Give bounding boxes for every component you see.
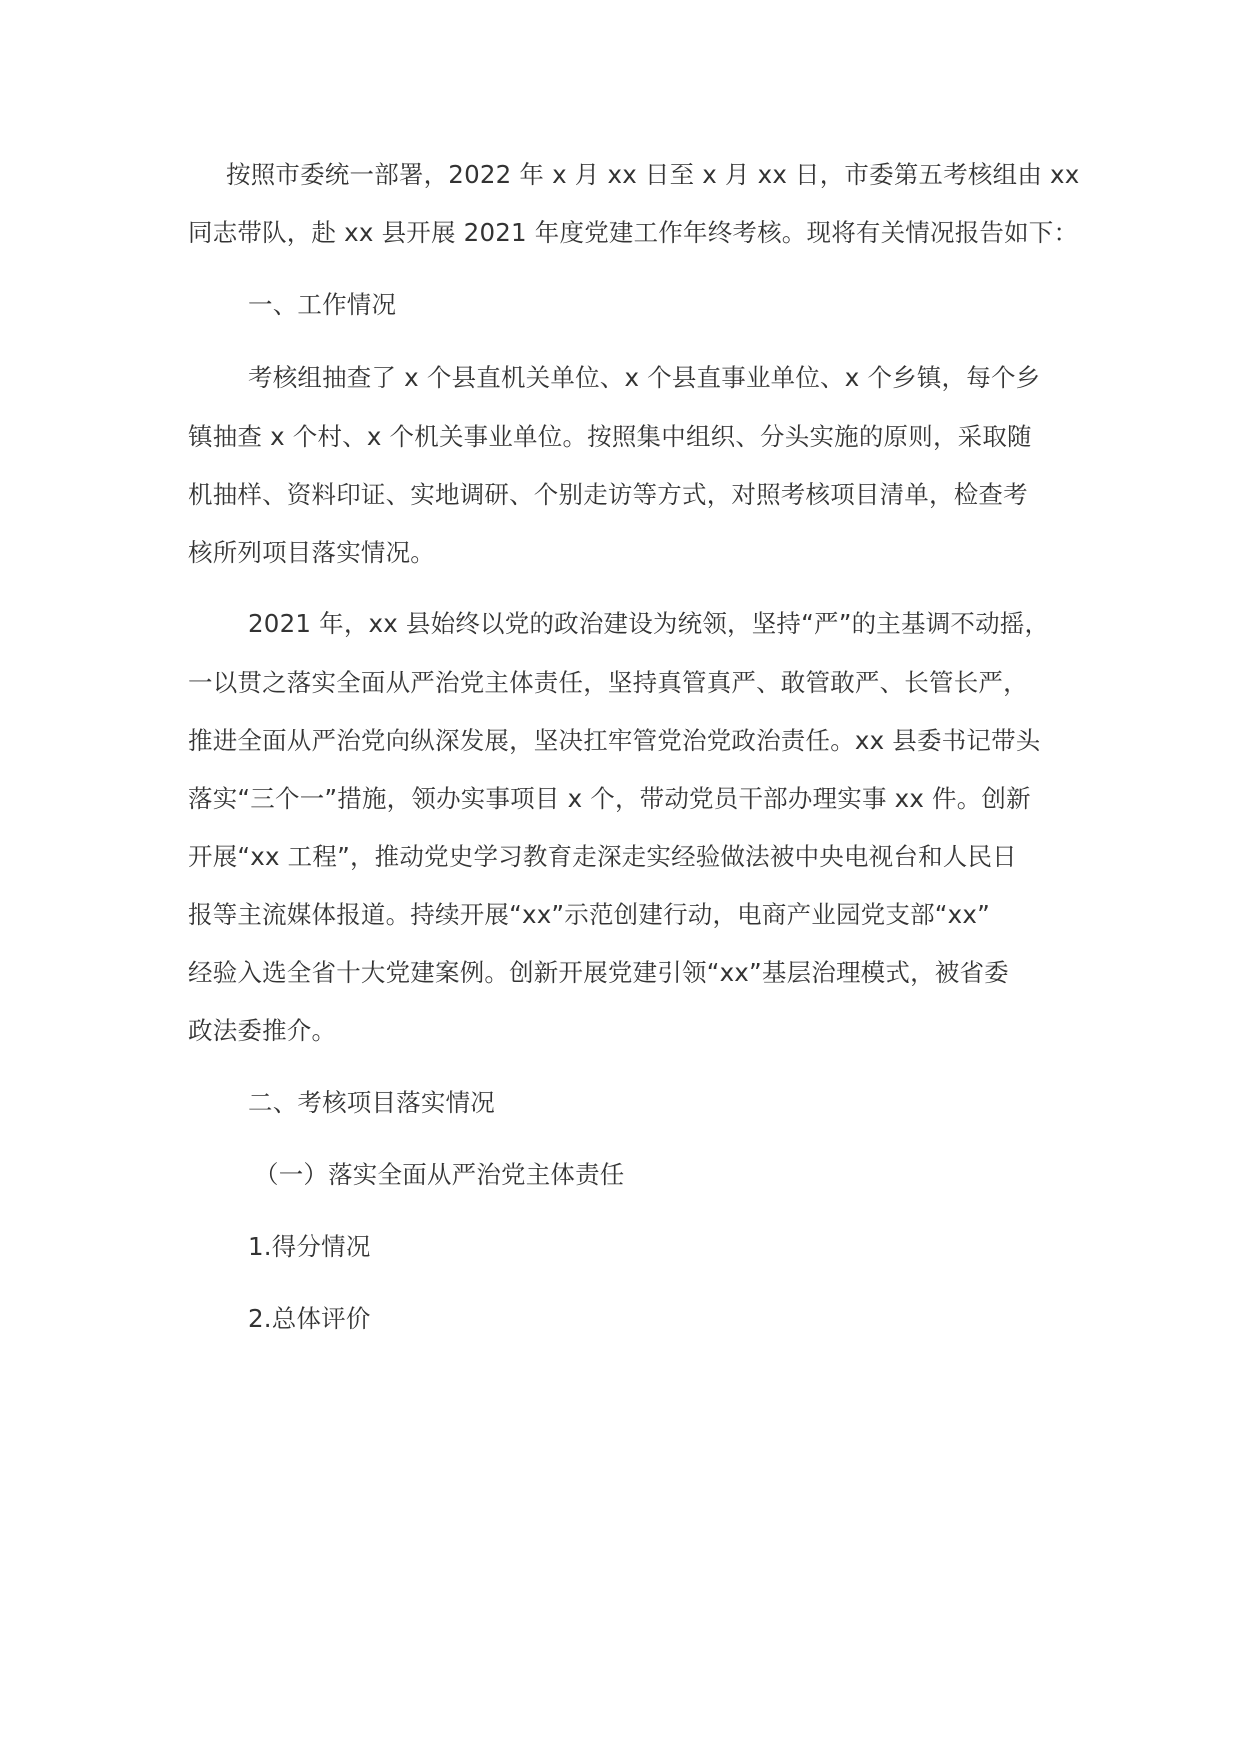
subsection-heading-responsibility: （一）落实全面从严治党主体责任 <box>254 1160 625 1189</box>
para2-line-1: 2021 年，xx 县始终以党的政治建设为统领，坚持“严”的主基调不动摇， <box>248 609 1050 638</box>
para2-line-2: 一以贯之落实全面从严治党主体责任，坚持真管真严、敢管敢严、长管长严， <box>188 668 1028 697</box>
para1-line-4: 核所列项目落实情况。 <box>188 538 435 567</box>
intro-line-1: 按照市委统一部署，2022 年 x 月 xx 日至 x 月 xx 日，市委第五考核组由 xx <box>226 160 1080 189</box>
para2-line-3: 推进全面从严治党向纵深发展，坚决扛牢管党治党政治责任。xx 县委书记带头 <box>188 726 1041 755</box>
para1-line-2: 镇抽查 x 个村、x 个机关事业单位。按照集中组织、分头实施的原则，采取随 <box>188 422 1032 451</box>
para2-line-7: 经验入选全省十大党建案例。创新开展党建引领“xx”基层治理模式，被省委 <box>188 958 1009 987</box>
section-heading-assessment-items: 二、考核项目落实情况 <box>248 1088 495 1117</box>
para1-line-1: 考核组抽查了 x 个县直机关单位、x 个县直事业单位、x 个乡镇，每个乡 <box>248 363 1041 392</box>
para1-line-3: 机抽样、资料印证、实地调研、个别走访等方式，对照考核项目清单，检查考 <box>188 480 1028 509</box>
item-overall-evaluation: 2.总体评价 <box>248 1304 371 1333</box>
para2-line-5: 开展“xx 工程”，推动党史学习教育走深走实经验做法被中央电视台和人民日 <box>188 842 1017 871</box>
para2-line-8: 政法委推介。 <box>188 1016 337 1045</box>
item-score: 1.得分情况 <box>248 1232 371 1261</box>
para2-line-4: 落实“三个一”措施，领办实事项目 x 个，带动党员干部办理实事 xx 件。创新 <box>188 784 1031 813</box>
para2-line-6: 报等主流媒体报道。持续开展“xx”示范创建行动，电商产业园党支部“xx” <box>188 900 990 929</box>
section-heading-work-status: 一、工作情况 <box>248 290 397 319</box>
intro-line-2: 同志带队，赴 xx 县开展 2021 年度党建工作年终考核。现将有关情况报告如下： <box>188 218 1079 247</box>
